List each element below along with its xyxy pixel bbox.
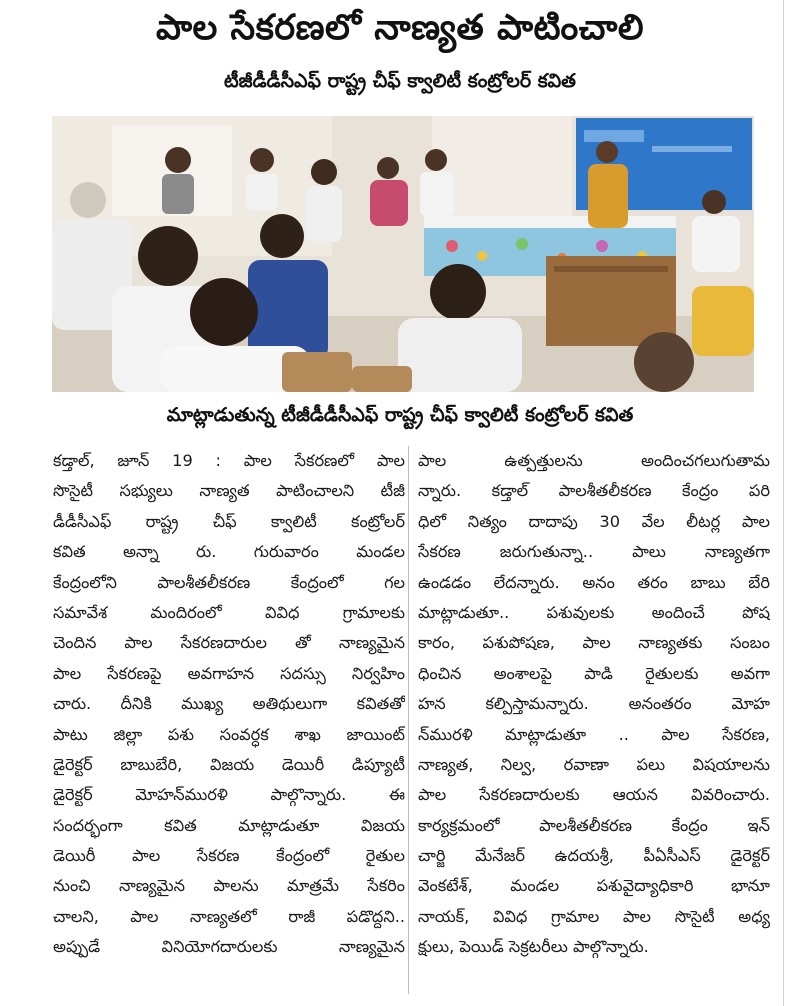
text-line: కారం, పశుపోషణ, పాల నాణ్యతకు సంబం xyxy=(418,633,770,653)
text-line: సమావేశ మందిరంలో వివిధ గ్రామాలకు xyxy=(53,602,405,622)
text-line: న్నారు. కడ్తాల్ పాలశీతలీకరణ కేంద్రం పరి xyxy=(418,481,770,501)
text-line: డెయిరీ పాల సేకరణ కేంద్రంలో రైతుల xyxy=(53,846,405,866)
news-photo xyxy=(52,116,754,392)
text-line: పాల ఉత్పత్తులను అందించగలుగుతామ xyxy=(418,451,770,470)
subheadline: టీజీడీడీసీఎఫ్ రాష్ట్ర చీఫ్ క్వాలిటీ కంట్రోలర్ కవిత xyxy=(224,70,576,92)
text-line: కడ్తాల్, జూన్ 19 : పాల సేకరణలో పాల xyxy=(53,451,405,470)
text-line: నుంచి నాణ్యమైన పాలను మాత్రమే సేకరిం xyxy=(53,876,405,896)
text-line: హన కల్పిస్తామన్నారు. అనంతరం మోహ xyxy=(418,694,770,714)
text-line: నాయక్, వివిధ గ్రామాల పాల సొసైటీ అధ్య xyxy=(418,906,770,926)
text-line: నాణ్యత, నిల్వ, రవాణా పలు విషయాలను xyxy=(418,754,770,774)
text-line: డీడీసీఎఫ్ రాష్ట్ర చీఫ్ క్వాలిటీ కంట్రోలర్ xyxy=(53,511,405,531)
column-divider xyxy=(408,446,409,994)
text-line: చాలని, పాల నాణ్యతలో రాజీ పడొద్దని.. xyxy=(53,906,405,926)
text-line: కార్యక్రమంలో పాలశీతలీకరణ కేంద్రం ఇన్ xyxy=(418,815,770,835)
text-line: అప్పుడే వినియోగదారులకు నాణ్యమైన xyxy=(53,937,405,957)
headline: పాల సేకరణలో నాణ్యత పాటించాలి xyxy=(155,8,645,48)
text-line: కవిత అన్నా రు. గురువారం మండల xyxy=(53,542,405,562)
photo-caption: మాట్లాడుతున్న టీజీడీడీసీఎఫ్ రాష్ట్ర చీఫ్ క్వాలిటీ కంట్రోలర్ కవిత xyxy=(166,404,634,426)
text-line: న్‌మురళి మాట్లాడుతూ .. పాల సేకరణ, xyxy=(418,724,770,744)
text-line: ఉండడం లేదన్నారు. అనం తరం బాబు బేరి xyxy=(418,572,770,592)
text-line: కేంద్రంలోని పాలశీతలీకరణ కేంద్రంలో గల xyxy=(53,572,405,592)
text-line: పాల సేకరణదారులకు ఆయన వివరించారు. xyxy=(418,785,770,805)
article-column-left xyxy=(53,446,405,994)
text-line: ధిలో నిత్యం దాదాపు 30 వేల లీటర్ల పాల xyxy=(418,511,770,531)
text-line: సందర్భంగా కవిత మాట్లాడుతూ విజయ xyxy=(53,815,405,835)
text-line: మాట్లాడుతూ.. పశువులకు అందించే పోష xyxy=(418,602,770,622)
text-line: చెందిన పాల సేకరణదారుల తో నాణ్యమైన xyxy=(53,633,405,653)
text-line: సేకరణ జరుగుతున్నా.. పాలు నాణ్యతగా xyxy=(418,542,770,562)
text-line: ధించిన అంశాలపై పాడి రైతులకు అవగా xyxy=(418,663,770,683)
text-line: డైరెక్టర్ బాబుబేరి, విజయ డెయిరీ డిప్యూటీ xyxy=(53,754,405,774)
page-edge-rule xyxy=(783,0,784,1006)
article-column-right xyxy=(418,446,770,994)
text-line: క్షులు, పెయిడ్ సెక్రటరీలు పాల్గొన్నారు. xyxy=(418,937,649,957)
text-line: పాటు జిల్లా పశు సంవర్ధక శాఖ జాయింట్ xyxy=(53,724,405,744)
text-line: చారు. దీనికి ముఖ్య అతిథులుగా కవితతో xyxy=(53,694,405,714)
text-line: డైరెక్టర్ మోహన్‌మురళి పాల్గొన్నారు. ఈ xyxy=(53,785,405,805)
text-line: చార్జి మేనేజర్ ఉదయశ్రీ, పీఏసీఎస్ డైరెక్టర్ xyxy=(418,846,770,866)
text-line: పాల సేకరణపై అవగాహన సదస్సు నిర్వహిం xyxy=(53,663,405,683)
text-line: వెంకటేశ్, మండల పశువైద్యాధికారి భానూ xyxy=(418,876,770,896)
text-line: సొసైటీ సభ్యులు నాణ్యత పాటించాలని టీజీ xyxy=(53,481,405,501)
